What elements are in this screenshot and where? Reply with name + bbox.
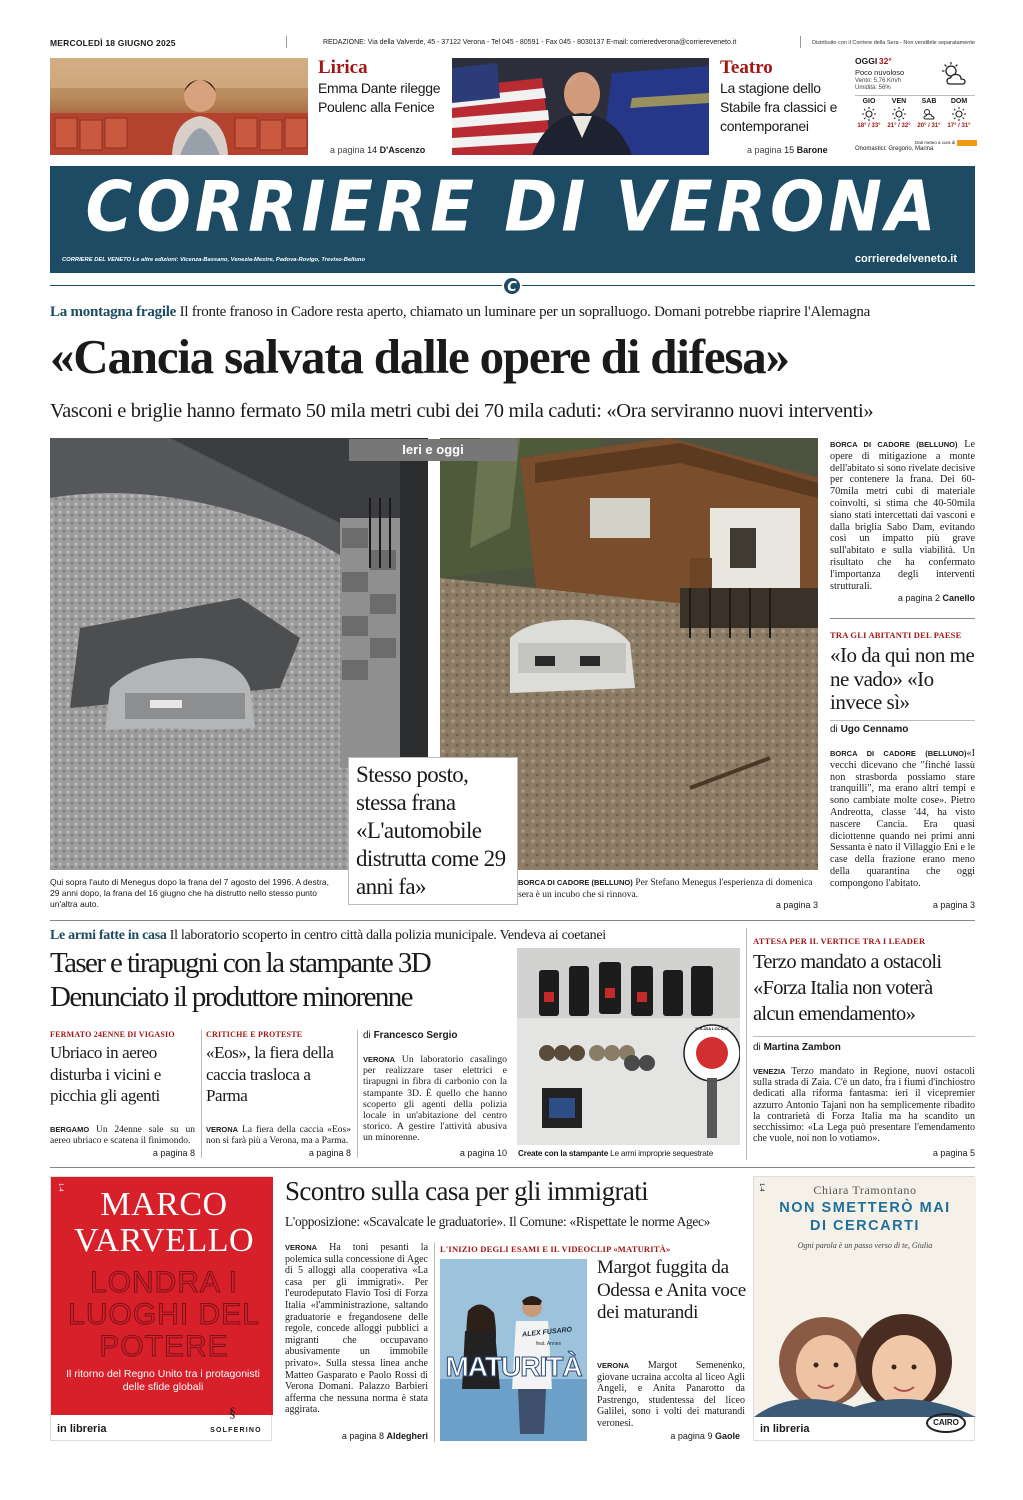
weather-wind: Vento: 5.76 Km/h — [855, 78, 902, 84]
cover-title: MATURITÀ — [445, 1351, 582, 1382]
ad-varvello[interactable]: 1-4 MARCO VARVELLO LONDRA I LUOGHI DEL POTERE Il ritorno del Regno Unito tra i protagonisti delle sfide globali in libreria § SOLFERINO — [50, 1176, 272, 1441]
partly-cloudy-icon — [941, 62, 969, 89]
mandato-ref: a pagina 5 — [932, 1148, 975, 1158]
abitanti-byline: di Ugo Cennamo — [830, 724, 909, 735]
forecast-day: SAB 20° / 31° — [917, 98, 941, 129]
armi-headline[interactable]: Taser e tirapugni con la stampante 3D Denunciato il produttore minorenne — [50, 947, 431, 1013]
ad-illustration — [754, 1267, 976, 1417]
teaser-lirica-ref: a pagina 14 D'Ascenzo — [330, 145, 426, 155]
sun-icon — [862, 107, 876, 121]
ad-tramontano[interactable]: 1-4 Chiara Tramontano NON SMETTERÒ MAI DI CERCARTI Ogni parola è un passo verso di te, Giulia in libreria CAIRO — [753, 1176, 975, 1441]
maturita-kicker: L'INIZIO DEGLI ESAMI E IL VIDEOCLIP «MATURITÀ» — [440, 1244, 671, 1254]
forecast-day: VEN 21° / 32° — [887, 98, 911, 129]
weather-credit: Dati meteo a cura di — [915, 139, 977, 146]
photo-tag: Ieri e oggi — [349, 439, 517, 461]
partly-cloudy-icon — [922, 107, 936, 121]
maturita-headline[interactable]: Margot fuggita da Odessa e Anita voce dei maturandi — [597, 1257, 746, 1323]
page-number: 14 — [367, 145, 378, 155]
abitanti-headline[interactable]: «Io da qui non me ne vado» «Io invece sì» — [830, 643, 975, 714]
author: Barone — [796, 145, 828, 155]
photo-caption-left: Qui sopra l'auto di Menegus dopo la frana del 7 agosto del 1996. A destra, 29 anni dopo, la frana del 16 giugno che ha distrutto nello stesso punto un'altra auto. — [50, 877, 330, 909]
casa-ref: a pagina 8 Aldegheri — [341, 1431, 428, 1441]
ad-title: LONDRA I LUOGHI DEL POTERE — [68, 1266, 260, 1363]
maturita-cover — [440, 1259, 587, 1441]
author: Gaole — [714, 1431, 740, 1441]
ad-subtitle: Il ritorno del Regno Unito tra i protagonisti delle sfide globali — [66, 1368, 260, 1393]
author: Francesco Sergio — [373, 1030, 458, 1041]
forecast-day: DOM 17° / 31° — [947, 98, 971, 129]
lead-subhead: Vasconi e briglie hanno fermato 50 mila metri cubi dei 70 mila caduti: «Ora serviranno nuovi interventi» — [50, 400, 874, 422]
teaser-teatro[interactable] — [720, 58, 845, 158]
author: D'Ascenzo — [379, 145, 426, 155]
teaser-text: La stagione dello Stabile fra classici e contemporanei — [720, 80, 838, 134]
forecast-day: GIO 18° / 33° — [857, 98, 881, 129]
weather-today-temp: 32° — [878, 56, 892, 66]
brief-headline: «Eos», la fiera della caccia trasloca a Parma — [206, 1043, 334, 1105]
casa-text: VERONA Ha toni pesanti la polemica sulla concessione di Agec di 5 alloggi alla cooperativa «La casa per gli immigrati». Per l'eurodeputato Flavio Tosi di Forza Italia «l'amministrazione, saltando graduatorie e fregandosene delle regole, concede alloggi pubblici a migranti che occupavano abusivamente un immobile privato». Sulla stessa linea anche Matteo Gasparato e Paolo Rossi di Verona Domani. Palazzo Barbieri afferma che nessuna norma è stata aggirata. — [285, 1242, 429, 1416]
weather-today-label: OGGI — [855, 56, 878, 66]
weather-box — [855, 58, 975, 158]
ad-cta: in libreria — [760, 1423, 810, 1435]
ad-publisher: CAIRO — [926, 1413, 966, 1433]
lead-kicker: La montagna fragile — [50, 304, 177, 320]
ad-title: NON SMETTERÒ MAI DI CERCARTI — [779, 1200, 951, 1234]
ad-subtitle: Ogni parola è un passo verso di te, Giulia — [797, 1241, 933, 1250]
photo-caption-right: BORCA DI CADORE (BELLUNO) Per Stefano Menegus l'esperienza di domenica sera è un incubo che si rinnova. — [518, 878, 813, 900]
lead-side-ref: a pagina 2 Canello — [897, 593, 975, 603]
ad-publisher: SOLFERINO — [210, 1427, 262, 1434]
casa-subhead: L'opposizione: «Scavalcate le graduatorie». Il Comune: «Rispettate le norme Agec» — [285, 1214, 711, 1229]
masthead-editions: CORRIERE DEL VENETO Le altre edizioni: Vicenza-Bassano, Venezia-Mestre, Padova-Rovigo, Treviso-Belluno — [62, 257, 366, 263]
mandato-headline[interactable]: Terzo mandato a ostacoli «Forza Italia non voterà alcun emendamento» — [753, 951, 942, 1025]
weather-humidity: Umidità: 56% — [855, 85, 891, 91]
masthead — [50, 166, 975, 273]
lirica-photo — [50, 58, 308, 155]
author: Ugo Cennamo — [840, 724, 909, 735]
maturita-text: VERONA Margot Semenenko, giovane ucraina accolta al liceo Agli Angeli, e Anita Panarotto da Pastrengo, studentessa del liceo Galilei, sono i volti dei maturandi veronesi. — [597, 1360, 745, 1429]
teaser-section: Lirica — [318, 57, 368, 78]
lead-headline[interactable]: «Cancia salvata dalle opere di difesa» — [50, 329, 789, 384]
armi-byline: di Francesco Sergio — [363, 1030, 458, 1041]
masthead-title: CORRIERE DI VERONA — [85, 168, 940, 248]
teaser-lirica[interactable] — [318, 58, 442, 158]
onomastici: Onomastici: Gregorio, Marina — [855, 146, 934, 152]
brief-headline: Ubriaco in aereo disturba i vicini e picchia gli agenti — [50, 1043, 161, 1105]
author: Canello — [942, 593, 975, 603]
mandato-kicker: ATTESA PER IL VERTICE TRA I LEADER — [753, 936, 926, 946]
brief-1[interactable]: FERMATO 24ENNE DI VIGASIO Ubriaco in aereo disturba i vicini e picchia gli agenti — [50, 1030, 195, 1165]
lead-kicker-line: La montagna fragile Il fronte franoso in Cadore resta aperto, chiamato un luminare per un sopralluogo. Domani potrebbe riaprire l'Alemagna — [50, 304, 871, 320]
solferino-logo-icon: § — [229, 1406, 236, 1421]
brief-2-ref: a pagina 8 — [308, 1148, 351, 1158]
mandato-byline: di Martina Zambon — [753, 1042, 841, 1053]
masthead-url[interactable]: corrieredelveneto.it — [854, 253, 957, 265]
armi-kicker-line: Le armi fatte in casa Il laboratorio scoperto in centro città dalla polizia municipale. Vendeva ai coetanei — [50, 928, 606, 943]
brief-2[interactable]: CRITICHE E PROTESTE «Eos», la fiera della caccia trasloca a Parma — [206, 1030, 351, 1165]
sun-icon — [952, 107, 966, 121]
ad-author: MARCO VARVELLO — [73, 1186, 255, 1259]
brief-2-text: VERONA La fiera della caccia «Eos» non si farà più a Verona, ma a Parma. — [206, 1125, 352, 1147]
photo-caption-ref: a pagina 3 — [775, 900, 818, 910]
ad-cta: in libreria — [57, 1423, 107, 1435]
distribution-note: Distribuito con il Corriere della Sera - Non vendibile separatamente — [812, 40, 975, 46]
sun-icon — [892, 107, 906, 121]
cover-artist: ALEX FUSARO — [521, 1326, 573, 1339]
issue-date: MERCOLEDÌ 18 GIUGNO 2025 — [50, 38, 176, 48]
brief-1-ref: a pagina 8 — [152, 1148, 195, 1158]
photo-quote-text: Stesso posto, stessa frana «L'automobile distrutta come 29 anni fa» — [356, 762, 506, 899]
abitanti-kicker: TRA GLI ABITANTI DEL PAESE — [830, 630, 962, 640]
teatro-photo — [452, 58, 709, 155]
weather-forecast — [855, 98, 975, 138]
armi-ref: a pagina 10 — [459, 1148, 507, 1158]
weapons-photo — [517, 948, 740, 1145]
lead-side-text: BORCA DI CADORE (BELLUNO) Le opere di mitigazione a monte dell'abitato si sono rivelate decisive per contenere la frana. Dei 60-70mila metri cubi di materiale coinvolti, si stima che 40-50mila siano stati intercettati dai vasconi e dalla briglia Sabo Dam, evitando così un impatto più grave sull'abitato e sulla viabilità. Un risultato che ha confermato l'importanza degli interventi strutturali. — [830, 439, 976, 592]
brief-1-text: BERGAMO Un 24enne sale su un aereo ubriaco e scatena il finimondo. — [50, 1125, 195, 1147]
abitanti-ref: a pagina 3 — [932, 900, 975, 910]
top-bar — [50, 36, 975, 50]
mandato-text: VENEZIA Terzo mandato in Regione, nuovi ostacoli sulla strada di Zaia. C'è un dato, fra i fiumi d'inchiostro dedicati alla riforma fantasma: ieri il vicepremier azzurro Antonio Tajani non ha semplicemente ribadito la contrarietà di Forza Italia ma ha scandito un secchissimo: «La Lega può presentare l'emendamento che vuole, noi non lo votiamo». — [753, 1066, 975, 1145]
casa-headline[interactable]: Scontro sulla casa per gli immigrati — [285, 1176, 649, 1206]
armi-kicker: Le armi fatte in casa — [50, 928, 167, 943]
page-number: 15 — [784, 145, 795, 155]
cover-feat: feat. Annes — [536, 1341, 562, 1347]
teaser-section: Teatro — [720, 57, 773, 78]
ad-author: Chiara Tramontano — [813, 1183, 917, 1197]
teaser-text: Emma Dante rilegge Poulenc alla Fenice — [318, 80, 441, 115]
maturita-ref: a pagina 9 Gaole — [670, 1431, 740, 1441]
weather-desc: Poco nuvoloso — [855, 68, 905, 77]
author: Aldegheri — [386, 1431, 428, 1441]
abitanti-text: BORCA DI CADORE (BELLUNO)«I vecchi dicevano che "finché lassù non strasborda possiamo stare tranquilli", ma erano altri tempi e sono cambiate molte cose». Pietro Andreotta, classe '44, ha visto nascere Cancia. Era quasi diciottenne quando nei primi anni Sessanta è nato il Villaggio Eni e le case della frazione erano meno della quarantina che oggi compongono l'abitato. — [830, 748, 975, 889]
corriere-logo: C — [502, 276, 522, 296]
redazione-info: REDAZIONE: Via della Valverde, 45 - 37122 Verona - Tel 045 - 80591 - Fax 045 - 8030137 E-mail: corrieredverona@corriereveneto.it — [323, 39, 737, 46]
weapons-caption: Create con la stampante Le armi improprie sequestrate — [518, 1149, 714, 1158]
author: Martina Zambon — [763, 1042, 841, 1053]
armi-text: VERONA Un laboratorio casalingo per realizzare taser elettrici e tirapugni in fibra di carbonio con la stampante 3D. È quello che hanno scoperto gli agenti della polizia locale in un'abitazione del centro storico. A gestire l'attività abusiva un minorenne. — [363, 1054, 507, 1144]
police-badge-text: POLIZIA LOCALE — [695, 1026, 729, 1031]
teaser-teatro-ref: a pagina 15 Barone — [747, 145, 828, 155]
